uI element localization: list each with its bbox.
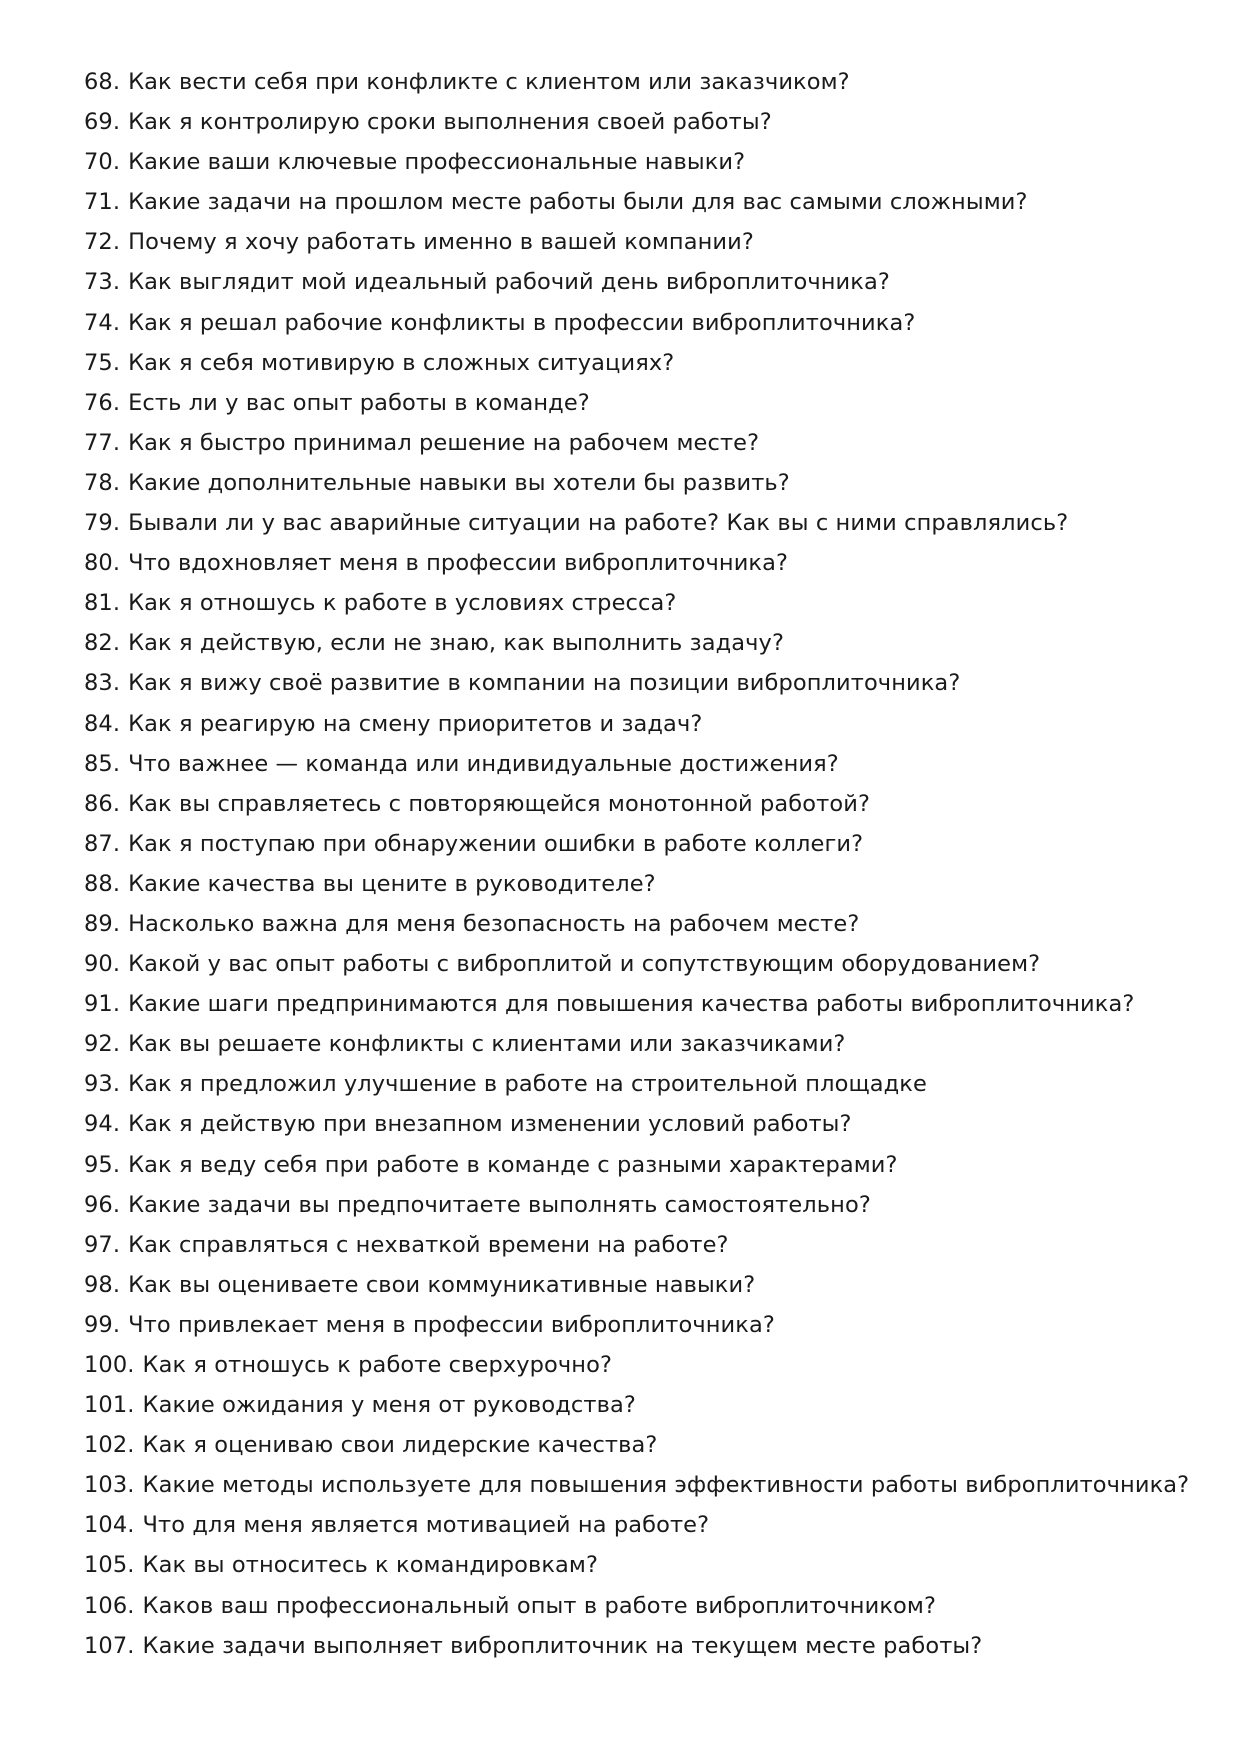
question-text: Что привлекает меня в профессии виброплиточника? (128, 1311, 775, 1338)
question-text: Как я реагирую на смену приоритетов и задач? (128, 710, 703, 737)
question-item (84, 343, 1184, 383)
question-text: Какие качества вы цените в руководителе? (128, 870, 656, 897)
question-text: Насколько важна для меня безопасность на рабочем месте? (128, 910, 860, 937)
question-item (84, 182, 1184, 222)
question-item (84, 1104, 1184, 1144)
question-text: Как я отношусь к работе сверхурочно? (142, 1352, 613, 1378)
question-number: 84. (84, 710, 121, 737)
question-text: Что для меня является мотивацией на работе? (142, 1512, 710, 1539)
question-item (84, 1626, 1184, 1666)
question-item (84, 102, 1184, 142)
question-text: Как вы относитесь к командировкам? (142, 1552, 599, 1579)
question-number: 80. (84, 550, 121, 577)
question-item (84, 1345, 1184, 1385)
question-number: 78. (84, 469, 121, 496)
question-text: Как выглядит мой идеальный рабочий день виброплиточника? (128, 269, 890, 296)
question-number: 71. (84, 189, 121, 216)
question-number: 93. (84, 1071, 121, 1098)
question-number: 100. (84, 1352, 135, 1378)
question-text: Какие задачи на прошлом месте работы были для вас самыми сложными? (128, 189, 1028, 216)
question-item (84, 704, 1184, 744)
question-item (84, 1145, 1184, 1185)
question-text: Есть ли у вас опыт работы в команде? (128, 389, 590, 416)
question-text: Как я решал рабочие конфликты в профессии виброплиточника? (128, 309, 916, 336)
question-number: 104. (84, 1512, 135, 1539)
question-text: Какие методы используете для повышения эффективности работы виброплиточника? (142, 1472, 1190, 1499)
question-item (84, 1064, 1184, 1104)
question-item (84, 303, 1184, 343)
question-text: Что вдохновляет меня в профессии виброплиточника? (128, 550, 789, 577)
question-text: Как я действую, если не знаю, как выполнить задачу? (128, 630, 784, 657)
question-item (84, 663, 1184, 703)
question-text: Какие шаги предпринимаются для повышения качества работы виброплиточника? (128, 991, 1135, 1018)
question-text: Как я предложил улучшение в работе на строительной площадке (128, 1071, 927, 1098)
question-text: Как я контролирую сроки выполнения своей работы? (128, 109, 772, 136)
question-number: 70. (84, 149, 121, 176)
question-item (84, 503, 1184, 543)
question-item (84, 1545, 1184, 1585)
question-number: 87. (84, 830, 121, 857)
question-item (84, 784, 1184, 824)
question-number: 91. (84, 991, 121, 1018)
question-number: 102. (84, 1432, 135, 1459)
question-number: 97. (84, 1231, 121, 1258)
question-item (84, 904, 1184, 944)
question-number: 83. (84, 670, 121, 697)
question-number: 86. (84, 790, 121, 817)
question-number: 98. (84, 1271, 121, 1298)
question-item (84, 944, 1184, 984)
question-item (84, 1185, 1184, 1225)
question-item (84, 1024, 1184, 1064)
question-number: 76. (84, 389, 121, 416)
question-item (84, 1225, 1184, 1265)
question-number: 68. (84, 69, 121, 95)
question-number: 81. (84, 590, 121, 617)
question-number: 92. (84, 1031, 121, 1058)
question-number: 99. (84, 1311, 121, 1338)
question-number: 105. (84, 1552, 135, 1579)
question-text: Как я отношусь к работе в условиях стресса? (128, 590, 677, 617)
question-text: Какие задачи выполняет виброплиточник на текущем месте работы? (142, 1632, 983, 1659)
question-item (84, 583, 1184, 623)
question-number: 73. (84, 269, 121, 296)
question-item (84, 1265, 1184, 1305)
question-item (84, 222, 1184, 262)
question-number: 107. (84, 1632, 135, 1659)
question-item (84, 1305, 1184, 1345)
question-item (84, 1385, 1184, 1425)
question-number: 69. (84, 109, 121, 136)
question-text: Как вести себя при конфликте с клиентом или заказчиком? (128, 69, 850, 95)
question-text: Какие ожидания у меня от руководства? (142, 1392, 636, 1419)
question-item (84, 1586, 1184, 1626)
question-text: Как я быстро принимал решение на рабочем месте? (128, 429, 760, 456)
question-list (84, 62, 1190, 1666)
question-number: 101. (84, 1392, 135, 1419)
question-text: Как я действую при внезапном изменении условий работы? (128, 1111, 852, 1138)
question-item (84, 1465, 1190, 1505)
question-text: Почему я хочу работать именно в вашей компании? (128, 229, 754, 256)
question-number: 79. (84, 510, 121, 537)
question-number: 103. (84, 1472, 135, 1499)
question-number: 94. (84, 1111, 121, 1138)
question-item (84, 262, 1184, 302)
question-text: Какие ваши ключевые профессиональные навыки? (128, 149, 746, 176)
question-item (84, 62, 1184, 102)
question-number: 75. (84, 349, 121, 376)
question-item (84, 423, 1184, 463)
question-item (84, 744, 1184, 784)
question-text: Какой у вас опыт работы с виброплитой и сопутствующим оборудованием? (128, 951, 1041, 978)
question-number: 74. (84, 309, 121, 336)
question-number: 82. (84, 630, 121, 657)
question-number: 72. (84, 229, 121, 256)
question-text: Как я вижу своё развитие в компании на позиции виброплиточника? (128, 670, 961, 697)
question-item (84, 463, 1184, 503)
question-text: Как вы оцениваете свои коммуникативные навыки? (128, 1271, 756, 1298)
question-text: Что важнее — команда или индивидуальные достижения? (128, 750, 839, 777)
question-item (84, 543, 1184, 583)
question-text: Какие задачи вы предпочитаете выполнять самостоятельно? (128, 1191, 871, 1218)
question-item (84, 1425, 1184, 1465)
question-text: Бывали ли у вас аварийные ситуации на работе? Как вы с ними справлялись? (128, 510, 1069, 537)
question-item (84, 142, 1184, 182)
question-number: 95. (84, 1151, 121, 1178)
question-text: Как я оцениваю свои лидерские качества? (142, 1432, 658, 1459)
question-number: 90. (84, 951, 121, 978)
question-text: Какие дополнительные навыки вы хотели бы развить? (128, 469, 790, 496)
question-text: Как вы справляетесь с повторяющейся монотонной работой? (128, 790, 870, 817)
question-item (84, 623, 1184, 663)
question-item (84, 1505, 1184, 1545)
question-text: Как я поступаю при обнаружении ошибки в работе коллеги? (128, 830, 864, 857)
question-number: 96. (84, 1191, 121, 1218)
question-text: Как справляться с нехваткой времени на работе? (128, 1231, 729, 1258)
question-text: Как я веду себя при работе в команде с разными характерами? (128, 1151, 898, 1178)
question-text: Каков ваш профессиональный опыт в работе виброплиточником? (142, 1592, 936, 1619)
question-number: 77. (84, 429, 121, 456)
question-item (84, 824, 1184, 864)
question-number: 88. (84, 870, 121, 897)
question-number: 106. (84, 1592, 135, 1619)
question-text: Как вы решаете конфликты с клиентами или заказчиками? (128, 1031, 846, 1058)
question-number: 89. (84, 910, 121, 937)
question-item (84, 383, 1184, 423)
question-number: 85. (84, 750, 121, 777)
question-item (84, 864, 1184, 904)
question-item (84, 984, 1184, 1024)
question-text: Как я себя мотивирую в сложных ситуациях? (128, 349, 675, 376)
